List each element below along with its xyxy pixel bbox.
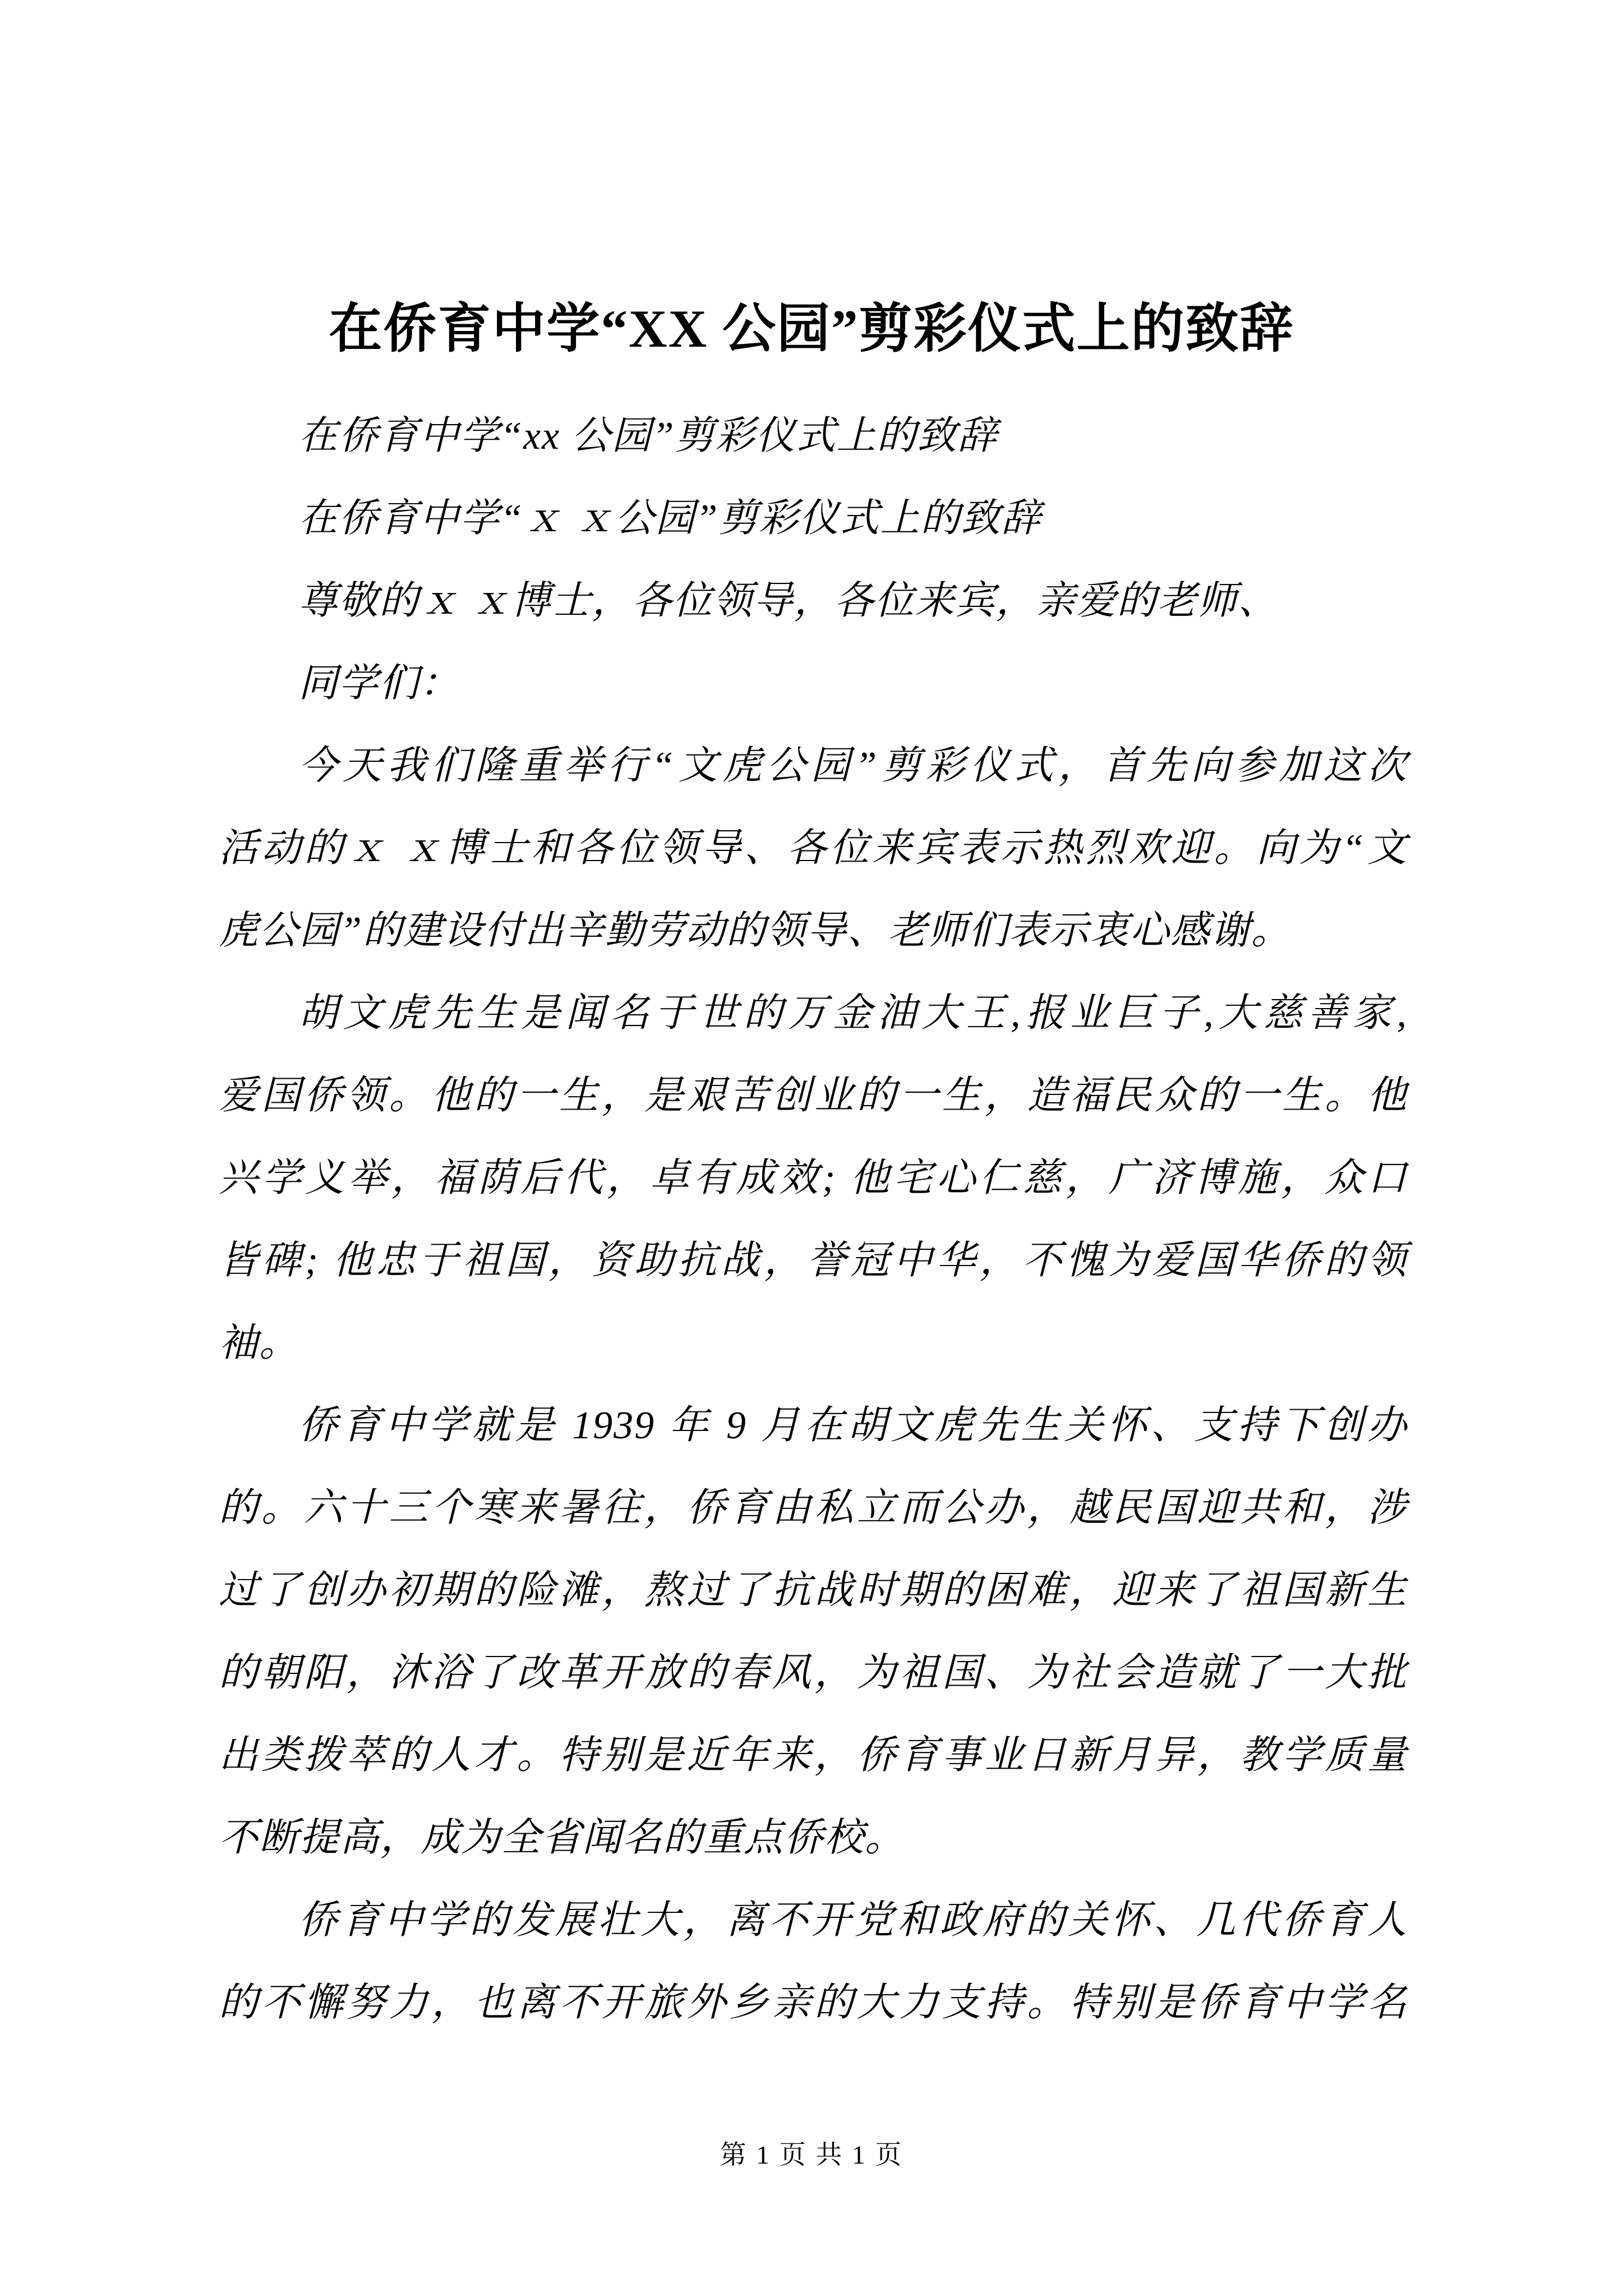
document-text-line: 尊敬的ｘ ｘ博士，各位领导，各位来宾，亲爱的老师、 (298, 579, 1279, 623)
document-text-line: 胡文虎先生是闻名于世的万金油大王,报业巨子,大慈善家, (298, 992, 1408, 1035)
document-text-line: 侨育中学就是 1939 年 9 月在胡文虎先生关怀、支持下创办 (298, 1404, 1408, 1447)
document-text-line: 兴学义举，福荫后代，卓有成效; 他宅心仁慈，广济博施，众口 (219, 1157, 1408, 1200)
document-text-line: 爱国侨领。他的一生，是艰苦创业的一生，造福民众的一生。他 (219, 1074, 1408, 1117)
document-text-line: 的。六十三个寒来暑往，侨育由私立而公办，越民国迎共和，涉 (219, 1487, 1408, 1530)
page-footer (0, 2138, 1623, 2172)
document-text-line: 过了创办初期的险滩，熬过了抗战时期的困难，迎来了祖国新生 (219, 1569, 1408, 1612)
document-text-line: 侨育中学的发展壮大，离不开党和政府的关怀、几代侨育人 (298, 1899, 1408, 1942)
document-text-line: 活动的ｘ ｘ博士和各位领导、各位来宾表示热烈欢迎。向为“文 (219, 827, 1408, 870)
document-title: 在侨育中学“XX 公园”剪彩仪式上的致辞 (329, 299, 1294, 358)
page-number-label: 第 1 页 共 1 页 (720, 2141, 903, 2170)
document-text-line: 在侨育中学“xx 公园”剪彩仪式上的致辞 (298, 415, 998, 458)
document-text-line: 今天我们隆重举行“文虎公园”剪彩仪式，首先向参加这次 (298, 744, 1408, 788)
document-text-line: 在侨育中学“ｘ ｘ公园”剪彩仪式上的致辞 (298, 497, 1042, 540)
document-text-line: 袖。 (219, 1322, 299, 1365)
document-text-line: 的不懈努力，也离不开旅外乡亲的大力支持。特别是侨育中学名 (219, 1981, 1408, 2024)
document-text-line: 的朝阳，沐浴了改革开放的春风，为祖国、为社会造就了一大批 (219, 1651, 1408, 1695)
document-text-line: 出类拨萃的人才。特别是近年来，侨育事业日新月异，教学质量 (219, 1734, 1408, 1777)
document-text-line: 虎公园”的建设付出辛勤劳动的领导、老师们表示衷心感谢。 (219, 909, 1292, 953)
document-text-line: 不断提高，成为全省闻名的重点侨校。 (219, 1816, 905, 1860)
document-text-line: 皆碑; 他忠于祖国，资助抗战，誉冠中华，不愧为爱国华侨的领 (219, 1239, 1408, 1282)
document-body (219, 395, 1408, 2044)
document-text-line: 同学们： (298, 662, 460, 705)
